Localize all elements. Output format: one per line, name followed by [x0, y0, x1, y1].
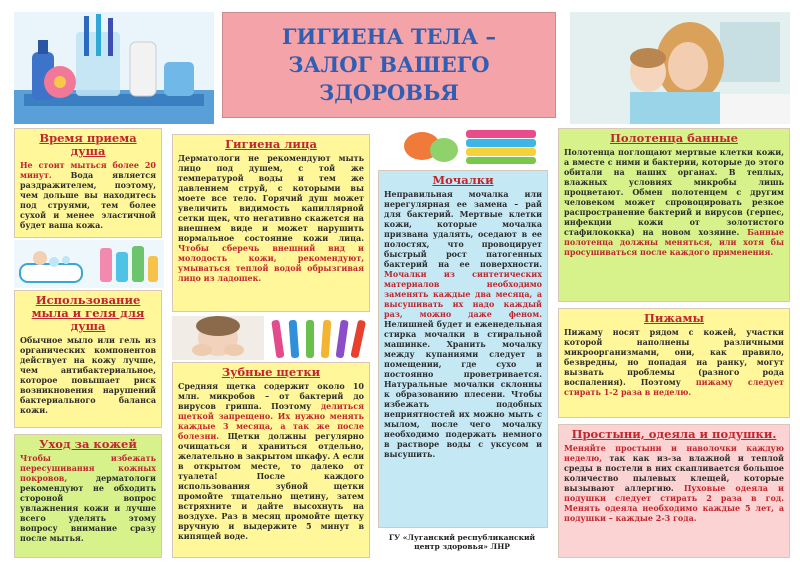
- toothbrush-rule: делиться щеткой запрещено. Их нужно менять каждые 3 месяца, а так же после болезни.: [178, 401, 364, 441]
- bedding-title: Простыни, одеяла и подушки.: [571, 427, 777, 441]
- toothbrush-box: [172, 362, 370, 558]
- soap-title: Использование мыла и геля для душа: [31, 293, 145, 333]
- footer-organization: [372, 533, 552, 551]
- mother-child-image: [570, 12, 790, 124]
- bedding-rule: Меняйте простыни и наволочки каждую неделю,: [564, 443, 784, 463]
- towel-text: Полотенца поглощают мертвые клетки кожи, а вместе с ними и бактерии, которые до этого обитали на наших органах. В теплых, влажных условиях микробы лишь процветают. Обмен полотенцем с другим человеком может спровоцировать резкое распространение бактерий и вирусов (герпес, инфекции кожи от золотистого стафилококка) на новом хозяине.: [564, 147, 784, 237]
- towel-rule: Банные полотенца должны меняться, или хотя бы просушиваться после каждого применения.: [564, 227, 784, 257]
- toothbrushes-image: [266, 316, 370, 360]
- page-title: [222, 12, 556, 118]
- sponge-box: [378, 170, 548, 528]
- sponge-text-1: Неправильная мочалка или нерегулярная ее замена – рай для бактерий. Мертвые клетки кожи, которые мочалка призвана удалять, оседают в ее полостях, что провоцирует быстрый рост патогенных бактерий на ее поверхности.: [384, 189, 542, 269]
- toiletries-image: [14, 12, 214, 124]
- bedding-text: так как из-за влажной и теплой среды в постели в них скапливается большое количество пылевых клещей, которые вызывают аллергию.: [564, 453, 784, 493]
- pajama-rule: пижаму следует стирать 1-2 раза в неделю.: [564, 377, 784, 397]
- pajama-box: [558, 308, 790, 418]
- bedding-box: [558, 424, 790, 558]
- shower-time-text: Вода является раздражителем, поэтому, чем дольше вы находитесь под струями, тем более сухой и менее эластичной будет ваша кожа.: [20, 170, 156, 230]
- face-wash-image: [172, 316, 264, 360]
- sponge-text-2: Нелишней будет и еженедельная стирка мочалки в стиральной машинке. Хранить мочалку между купаниями следует в помещении, где сухо и постоянно проветривается. Натуральные мочалки склонны к образованию плесени. Чтобы избежать подобных неприятностей их можно мыть с мылом, после чего мочалку необходимо подержать немного в растворе воды с уксусом и высушить.: [384, 319, 542, 459]
- pajama-title: Пижамы: [644, 311, 704, 325]
- title-line-3: ЗДОРОВЬЯ: [319, 80, 459, 105]
- toothbrush-text-1: Средняя щетка содержит около 10 млн. микробов – от бактерий до вирусов гриппа. Поэтому: [178, 381, 364, 411]
- face-hygiene-tip: Чтобы сберечь внешний вид и молодость кожи, рекомендуют, умываться теплой водой обрызгивая лицо из ладошек.: [178, 243, 364, 283]
- towel-box: [558, 128, 790, 302]
- pajama-text: Пижаму носят рядом с кожей, участки которой наполнены различными микроорганизмами, они, как правило, безвредны, но попадая на ранку, могут вызвать проблемы (разного рода воспаления). Поэтому: [564, 327, 784, 387]
- toothbrush-text-2: Щетки должны регулярно очищаться и храниться отдельно, желательно в закрытом шкафу. А если в открытом месте, то далеко от туалета! После каждого использования зубной щетки промойте тщательно щетину, затем встряхните и дайте высохнуть на воздухе. Раз в месяц промойте щетку вручную и выдержите 5 минут в кипящей воде.: [178, 431, 364, 541]
- title-line-1: ГИГИЕНА ТЕЛА –: [281, 24, 497, 49]
- bedding-schedule: Пуховые одеяла и подушки следует стирать 2 раза в год. Менять одеяла необходимо каждые 5 лет, а подушки – каждые 2-3 года.: [564, 483, 784, 523]
- title-line-2: ЗАЛОГ ВАШЕГО: [288, 52, 490, 77]
- shower-time-title: Время приема душа: [39, 131, 137, 158]
- sponge-title: Мочалки: [432, 173, 494, 187]
- face-hygiene-text: Дерматологи не рекомендуют мыть лицо под душем, с той же температурой воды и тем же давлением струй, с которыми вы моете все тело. Горячий душ может увеличить видимость капиллярной сетки щек, что негативно скажется на внешнем виде и может нарушить нормальное состояние кожи лица.: [178, 153, 364, 243]
- soap-box: [14, 290, 162, 428]
- face-hygiene-box: [172, 134, 370, 312]
- sponge-rule: Мочалки из синтетических материалов необходимо заменять каждые два месяца, а высушивать их надо каждый раз, можно даже феном.: [384, 269, 542, 319]
- shower-time-box: [14, 128, 162, 238]
- shower-time-warning: Не стоит мыться более 20 минут.: [20, 160, 156, 180]
- skin-care-text: дерматологи рекомендуют не обходить стороной вопрос увлажнения кожи и лучше всего уделять этому вопросу внимание сразу после мытья.: [20, 473, 156, 543]
- skin-care-warning: Чтобы избежать пересушивания кожных покровов,: [20, 453, 156, 483]
- soap-text: Обычное мыло или гель из органических компонентов действует на кожу лучше, чем антибактериальное, которое повышает риск возникновения нарушений бактериального баланса кожи.: [20, 335, 156, 415]
- towel-title: Полотенца банные: [610, 131, 738, 145]
- footer-line-1: ГУ «Луганский республиканский: [388, 533, 536, 542]
- sponges-image: [396, 122, 546, 166]
- bath-image: [14, 240, 164, 288]
- skin-care-box: [14, 434, 162, 558]
- skin-care-title: Уход за кожей: [39, 437, 137, 451]
- toothbrush-title: Зубные щетки: [221, 365, 321, 379]
- footer-line-2: центр здоровья» ЛНР: [414, 542, 510, 551]
- face-hygiene-title: Гигиена лица: [225, 137, 317, 151]
